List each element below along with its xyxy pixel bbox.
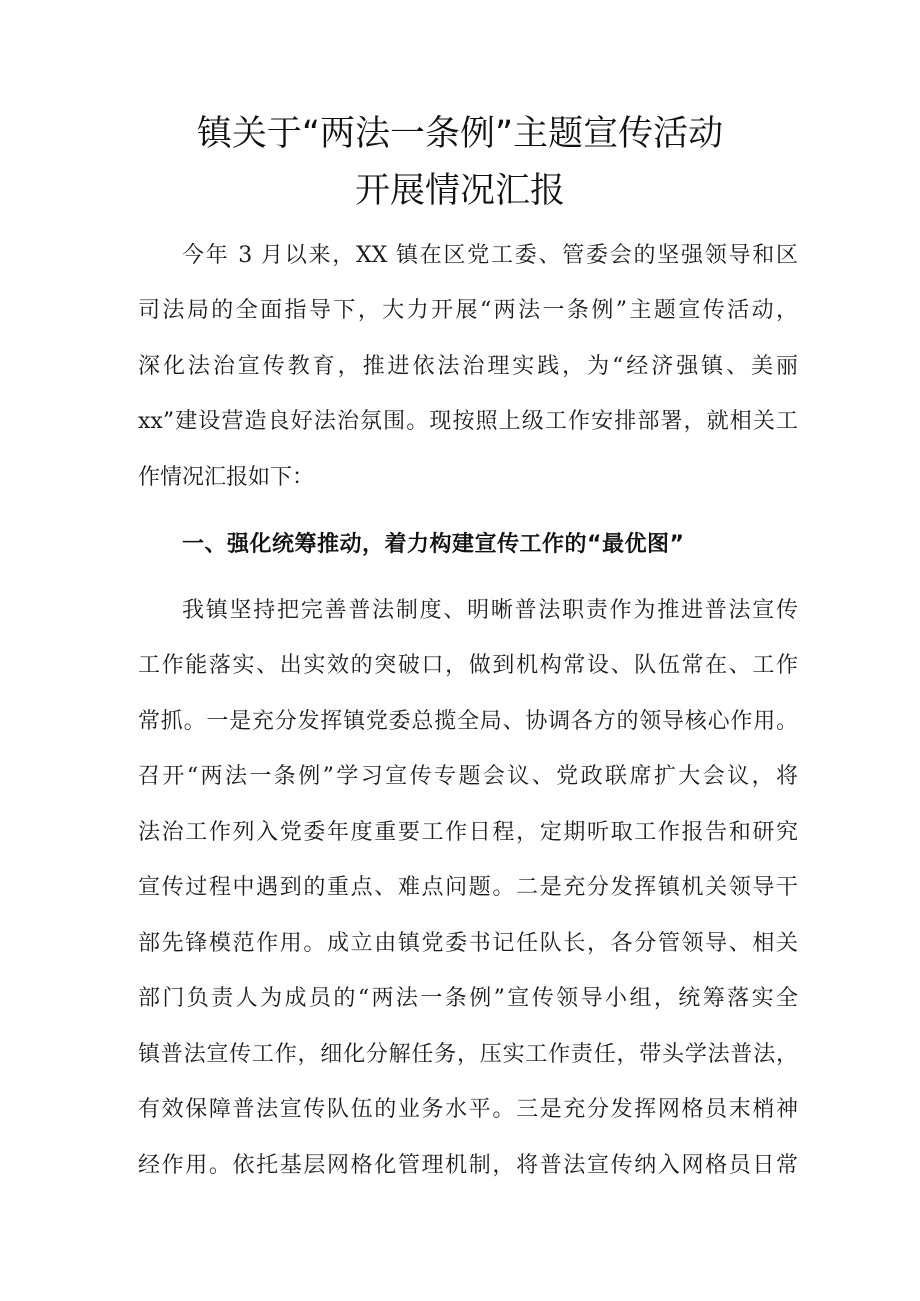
section-paragraph-line: 部先锋模范作用。成立由镇党委书记任队长，各分管领导、相关: [138, 931, 798, 956]
intro-paragraph-line: 今年 3 月以来，XX 镇在区党工委、管委会的坚强领导和区: [182, 243, 798, 268]
intro-paragraph-line: 深化法治宣传教育，推进依法治理实践，为“经济强镇、美丽: [138, 354, 798, 379]
section-paragraph-line: 有效保障普法宣传队伍的业务水平。三是充分发挥网格员末梢神: [138, 1097, 798, 1122]
document-title-line-1: 镇关于“两法一条例”主题宣传活动: [196, 114, 724, 154]
intro-paragraph-line: 作情况汇报如下：: [138, 465, 315, 490]
section-paragraph-line: 常抓。一是充分发挥镇党委总揽全局、协调各方的领导核心作用。: [138, 709, 798, 734]
intro-paragraph-line: 司法局的全面指导下，大力开展“两法一条例”主题宣传活动，: [138, 298, 798, 323]
section-paragraph-line: 经作用。依托基层网格化管理机制，将普法宣传纳入网格员日常: [138, 1153, 798, 1178]
document-title-line-2: 开展情况汇报: [354, 171, 565, 211]
section-paragraph-line: 法治工作列入党委年度重要工作日程，定期听取工作报告和研究: [138, 820, 798, 845]
section-paragraph-line: 宣传过程中遇到的重点、难点问题。二是充分发挥镇机关领导干: [138, 875, 798, 900]
section-paragraph-line: 召开“两法一条例”学习宣传专题会议、党政联席扩大会议，将: [138, 764, 798, 789]
section-paragraph-line: 部门负责人为成员的“两法一条例”宣传领导小组，统筹落实全: [138, 986, 798, 1011]
section-paragraph-line: 工作能落实、出实效的突破口，做到机构常设、队伍常在、工作: [138, 653, 798, 678]
intro-paragraph-line: xx”建设营造良好法治氛围。现按照上级工作安排部署，就相关工: [138, 409, 798, 434]
section-heading: 一、强化统筹推动，着力构建宣传工作的“最优图”: [182, 532, 685, 557]
section-paragraph-line: 镇普法宣传工作，细化分解任务，压实工作责任，带头学法普法，: [138, 1042, 798, 1067]
section-paragraph-line: 我镇坚持把完善普法制度、明晰普法职责作为推进普法宣传: [182, 598, 798, 623]
